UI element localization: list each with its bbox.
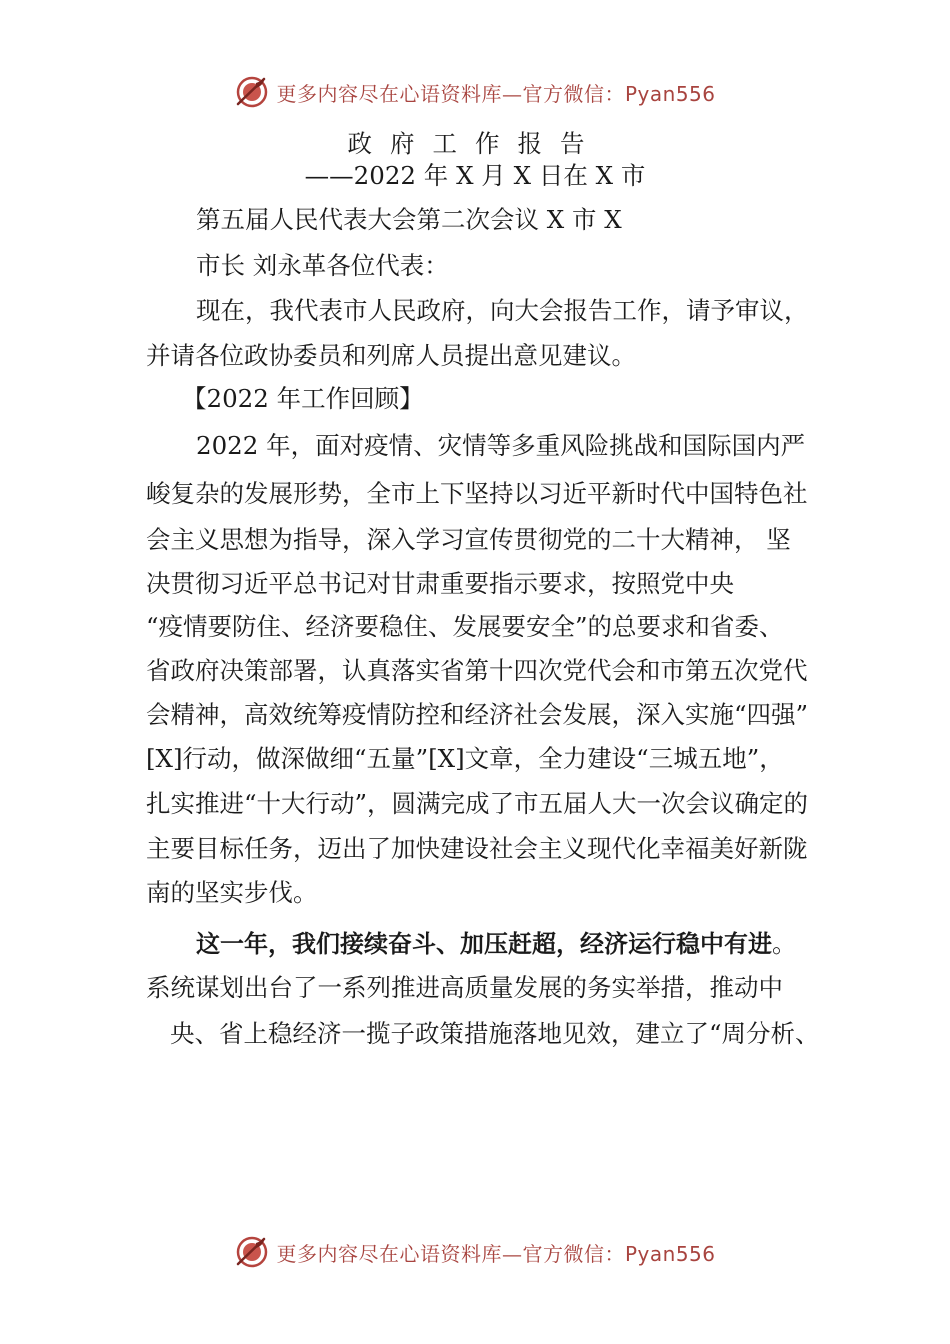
- paragraph-line: 主要目标任务，迈出了加快建设社会主义现代化幸福美好新陇: [146, 834, 808, 863]
- paragraph-line: 扎实推进“十大行动”，圆满完成了市五届人大一次会议确定的: [146, 789, 809, 818]
- paragraph-line: 会主义思想为指导，深入学习宣传贯彻党的二十大精神， 坚: [146, 525, 791, 554]
- bold-summary-line: [196, 928, 797, 960]
- document-title: 政府工作报告: [347, 129, 603, 158]
- paragraph-line: 决贯彻习近平总书记对甘肃重要指示要求，按照党中央: [146, 569, 734, 598]
- paragraph-line: 并请各位政协委员和列席人员提出意见建议。: [146, 341, 636, 370]
- paragraph-line: 峻复杂的发展形势，全市上下坚持以习近平新时代中国特色社: [146, 479, 808, 508]
- quill-seal-logo-icon: [234, 1234, 270, 1270]
- wechat-id: Pyan556: [624, 1241, 716, 1266]
- paragraph-line: 省政府决策部署，认真落实省第十四次党代会和市第五次党代: [146, 656, 808, 685]
- watermark-text: 更多内容尽在心语资料库—官方微信：Pyan556: [276, 81, 716, 106]
- footer-watermark-banner: [0, 1232, 950, 1272]
- wechat-id: Pyan556: [624, 81, 716, 106]
- paragraph-line: 市长 刘永革各位代表：: [196, 251, 449, 280]
- paragraph-line: 南的坚实步伐。: [146, 878, 318, 907]
- paragraph-line: 第五届人民代表大会第二次会议 X 市 X: [196, 205, 622, 234]
- paragraph-line: “疫情要防住、经济要稳住、发展要安全”的总要求和省委、: [146, 612, 784, 641]
- paragraph-line: 会精神，高效统筹疫情防控和经济社会发展，深入实施“四强”: [146, 700, 809, 729]
- paragraph-line: 央、省上稳经济一揽子政策措施落地见效，建立了“周分析、: [170, 1019, 820, 1048]
- section-heading: 【2022 年工作回顾】: [182, 384, 424, 413]
- paragraph-line: 现在，我代表市人民政府，向大会报告工作，请予审议，: [196, 296, 809, 325]
- paragraph-line: 系统谋划出台了一系列推进高质量发展的务实举措，推动中: [146, 973, 783, 1002]
- bold-summary-period: 。: [772, 929, 797, 958]
- bold-summary-text: 这一年，我们接续奋斗、加压赶超，经济运行稳中有进: [196, 930, 772, 958]
- quill-seal-logo-icon: [234, 74, 270, 110]
- header-watermark-banner: [0, 72, 950, 112]
- document-subtitle: ——2022 年 X 月 X 日在 X 市: [304, 161, 646, 190]
- paragraph-line: [X]行动，做深做细“五量”[X]文章，全力建设“三城五地”，: [146, 744, 784, 773]
- watermark-text: 更多内容尽在心语资料库—官方微信：Pyan556: [276, 1241, 716, 1266]
- paragraph-line: 2022 年，面对疫情、灾情等多重风险挑战和国际国内严: [196, 431, 806, 460]
